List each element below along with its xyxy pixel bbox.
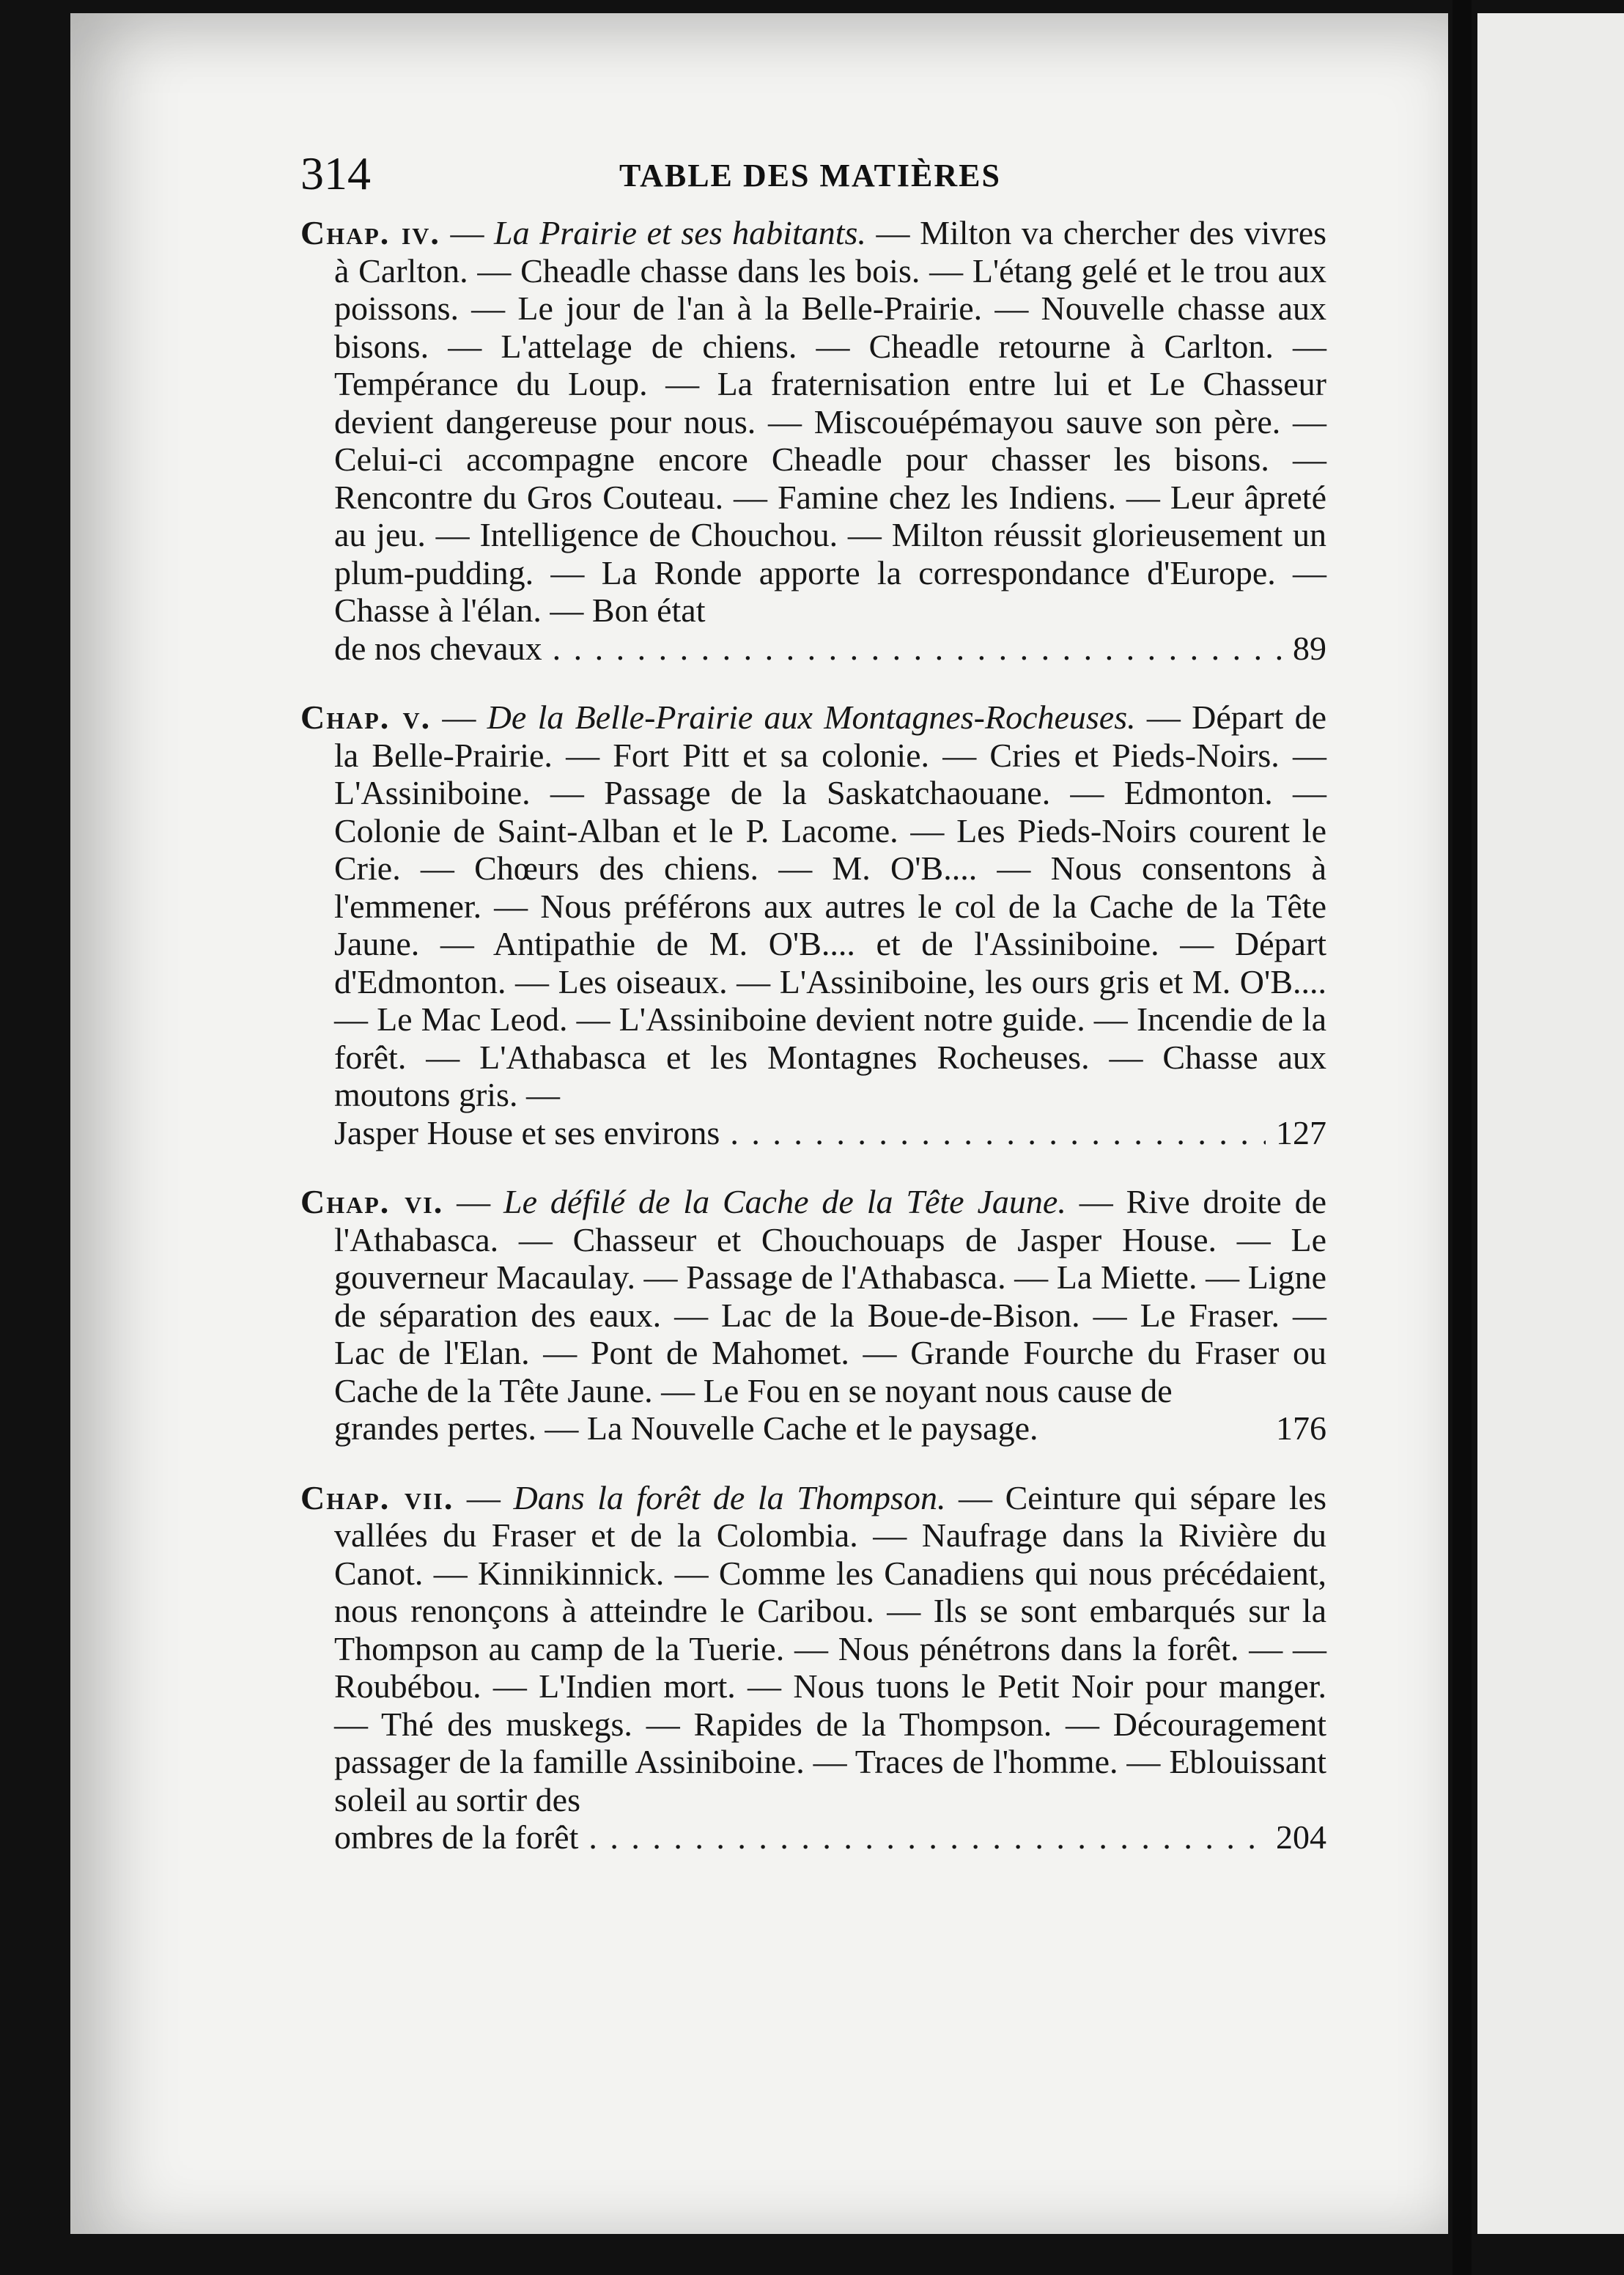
chapter-dash: — [443, 1183, 504, 1220]
toc-entry-text [300, 214, 1326, 630]
chapter-summary: — Rive droite de l'Athabasca. — Chasseur et Chouchouaps de Jasper House. — Le gouverneur Macaulay. — Passage de l'Athabasca. — La Miette. — Ligne de séparation des eaux. — Lac de la Boue-de-Bison. — Le Fraser. — Lac de l'Elan. — Pont de Mahomet. — Grande Fourche du Fraser ou Cache de la Tête Jaune. — Le Fou en se noyant nous cause de [334, 1183, 1327, 1409]
table-of-contents [300, 214, 1326, 1888]
chapter-summary: — Milton va chercher des vivres à Carlton. — Cheadle chasse dans les bois. — L'étang gelé et le trou aux poissons. — Le jour de l'an à la Belle-Prairie. — Nouvelle chasse aux bisons. — L'attelage de chiens. — Cheadle retourne à Carlton. — Tempérance du Loup. — La fraternisation entre lui et Le Chasseur devient dangereuse pour nous. — Miscouépémayou sauve son père. — Celui-ci accompagne encore Cheadle pour chasser les bisons. — Rencontre du Gros Couteau. — Famine chez les Indiens. — Leur âpreté au jeu. — Intelligence de Chouchou. — Milton réussit glorieusement un plum-pudding. — La Ronde apporte la correspondance d'Europe. — Chasse à l'élan. — Bon état [334, 214, 1327, 629]
chapter-summary: — Départ de la Belle-Prairie. — Fort Pitt et sa colonie. — Cries et Pieds-Noirs. — L'Assiniboine. — Passage de la Saskatchaouane. — Edmonton. — Colonie de Saint-Alban et le P. Lacome. — Les Pieds-Noirs courent le Crie. — Chœurs des chiens. — M. O'B.... — Nous consentons à l'emmener. — Nous préférons aux autres le col de la Cache de la Tête Jaune. — Antipathie de M. O'B.... et de l'Assiniboine. — Départ d'Edmonton. — Les oiseaux. — L'Assiniboine, les ours gris et M. O'B.... — Le Mac Leod. — L'Assiniboine devient notre guide. — Incendie de la forêt. — L'Athabasca et les Montagnes Rocheuses. — Chasse aux moutons gris. — [334, 698, 1326, 1113]
toc-entry-text [300, 1183, 1326, 1409]
chapter-title: Dans la forêt de la Thompson. [513, 1478, 946, 1516]
page-gutter [1453, 0, 1472, 2275]
chapter-title: Le défilé de la Cache de la Tête Jaune. [503, 1183, 1066, 1220]
facing-page-edge [1477, 13, 1624, 2234]
chapter-dash: — [440, 214, 495, 251]
page-reference: 89 [1293, 629, 1326, 667]
chapter-dash: — [454, 1478, 514, 1516]
dot-leader [588, 1818, 1266, 1856]
toc-entry-last-line [300, 1409, 1326, 1448]
toc-entry-chap-6 [300, 1183, 1326, 1448]
page-reference: 176 [1276, 1409, 1326, 1447]
chapter-label: Chap. iv. [300, 214, 440, 251]
toc-entry-last-line [300, 630, 1326, 668]
toc-entry-last-line [300, 1818, 1326, 1856]
chapter-label: Chap. vii. [300, 1478, 454, 1516]
dot-leader [553, 630, 1282, 668]
toc-entry-chap-5 [300, 698, 1326, 1151]
chapter-title: La Prairie et ses habitants. [494, 214, 866, 251]
running-title: TABLE DES MATIÈRES [619, 158, 1001, 193]
page-reference: 127 [1276, 1113, 1326, 1151]
dot-leader [730, 1114, 1266, 1152]
chapter-title: De la Belle-Prairie aux Montagnes-Rocheuses. [487, 698, 1136, 736]
page-header [300, 147, 1326, 205]
toc-entry-chap-4 [300, 214, 1326, 667]
chapter-label: Chap. v. [300, 698, 432, 736]
toc-entry-last-line [300, 1114, 1326, 1152]
chapter-summary-end: grandes pertes. — La Nouvelle Cache et le paysage. [334, 1409, 1038, 1447]
chapter-summary: — Ceinture qui sépare les vallées du Fraser et de la Colombia. — Naufrage dans la Rivière du Canot. — Kinnikinnick. — Comme les Canadiens qui nous précédaient, nous renonçons à atteindre le Caribou. — Ils se sont embarqués sur la Thompson au camp de la Tuerie. — Nous pénétrons dans la forêt. — — Roubébou. — L'Indien mort. — Nous tuons le Petit Noir pour manger. — Thé des muskegs. — Rapides de la Thompson. — Découragement passager de la famille Assiniboine. — Traces de l'homme. — Eblouissant soleil au sortir des [334, 1478, 1326, 1818]
chapter-summary-end: de nos chevaux [334, 629, 542, 667]
chapter-summary-end: ombres de la forêt [334, 1818, 579, 1856]
chapter-dash: — [431, 698, 487, 736]
chapter-summary-end: Jasper House et ses environs [334, 1113, 720, 1151]
chapter-label: Chap. vi. [300, 1183, 444, 1220]
toc-entry-chap-7 [300, 1479, 1326, 1856]
toc-entry-text [300, 698, 1326, 1114]
page-reference: 204 [1276, 1818, 1326, 1856]
page-number: 314 [300, 147, 371, 199]
toc-entry-text [300, 1479, 1326, 1819]
